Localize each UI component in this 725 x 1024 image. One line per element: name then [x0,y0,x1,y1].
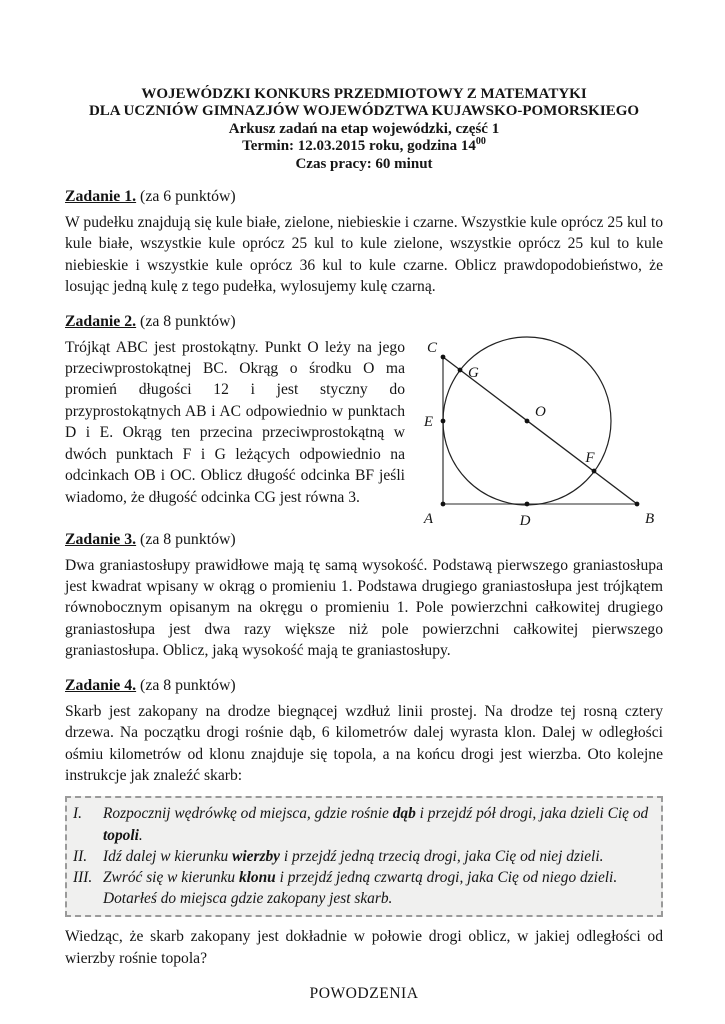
label-E: E [423,413,433,430]
instruction-2-part2: i przejdź jedną trzecią drogi, jaka Cię od niej dzieli. [279,847,604,865]
task1-heading [65,186,663,207]
instruction-2-numeral: II. [73,847,88,865]
header-hour-superscript: 00 [475,136,486,148]
instruction-2-bold1: wierzby [232,847,280,865]
point-D [525,501,530,506]
header-date-text: Termin: 12.03.2015 roku, godzina 14 [242,138,476,155]
instruction-3-part2: i przejdź jedną czwartą drogi, jaka Cię od niego dzieli. [275,868,618,886]
label-B: B [645,510,655,527]
label-G: G [468,364,479,381]
instruction-1-part3: . [138,826,143,844]
label-A: A [423,510,433,527]
task1-body: W pudełku znajdują się kule białe, zielone, niebieskie i czarne. Wszystkie kule oprócz 25 kul to kule białe, wszystkie kule oprócz 25 kul to kule zielone, wszystkie oprócz 25 kul to kule niebieskie i wszystkie kule oprócz 36 kul to kule czarne. Oblicz prawdopodobieństwo, że losując jedną kulę z tego pudełka, wylosujemy kulę czarną. [65,214,663,296]
task3-heading [65,529,663,550]
header-sheet-info: Arkusz zadań na etap wojewódzki, część 1 [228,120,500,137]
point-B [635,501,640,506]
label-D: D [519,512,531,529]
label-F: F [585,449,595,466]
document-header [65,86,663,173]
good-luck-text: POWODZENIA [309,985,419,1003]
task4-points: (za 8 punktów) [136,676,236,694]
task1-title: Zadanie 1. [65,188,137,206]
task2-body-block [65,337,663,529]
point-C [441,354,446,359]
task3-title: Zadanie 3. [65,530,137,548]
instruction-item-1 [73,803,653,845]
instruction-3-part1: Zwróć się w kierunku [103,868,239,886]
header-audience: DLA UCZNIÓW GIMNAZJÓW WOJEWÓDZTWA KUJAWSKO-POMORSKIEGO [88,103,640,120]
point-F [592,468,597,473]
task2-points: (za 8 punktów) [136,312,236,330]
treasure-instructions-box [65,796,663,917]
header-duration: Czas pracy: 60 minut [295,155,433,172]
task1-points: (za 6 punktów) [136,188,236,206]
header-contest-name: WOJEWÓDZKI KONKURS PRZEDMIOTOWY Z MATEMATYKI [141,86,587,102]
label-O: O [535,403,546,420]
point-E [441,418,446,423]
instruction-2-part1: Idź dalej w kierunku [103,847,233,865]
header-date-line [65,138,663,155]
instruction-1-bold1: dąb [392,805,416,823]
instruction-2-text [103,846,653,867]
label-C: C [426,339,437,356]
instruction-1-bold2: topoli [103,826,139,844]
task2-title: Zadanie 2. [65,312,137,330]
circle-triangle-diagram [419,325,663,529]
instruction-1-part1: Rozpocznij wędrówkę od miejsca, gdzie rośnie [103,805,393,823]
instruction-item-2 [73,846,653,867]
instruction-1-numeral: I. [73,805,82,823]
task2-geometry-figure [419,325,663,529]
task4-title: Zadanie 4. [65,676,137,694]
task2-body: Trójkąt ABC jest prostokątny. Punkt O leży na jego przeciwprostokątnej BC. Okrąg o środku O ma promień długości 12 i jest styczny do przyprostokątnych AB i AC odpowiednio w punktach D i E. Okrąg ten przecina przeciwprostokątną w dwóch punktach F i G leżących odpowiednio na odcinkach OB i OC. Oblicz długość odcinka BF jeśli wiadomo, że długość odcinka CG jest równa 3. [65,338,405,506]
instruction-1-part2: i przejdź pół drogi, jaka dzieli Cię od [415,805,649,823]
task4-heading [65,675,663,696]
task3-points: (za 8 punktów) [136,530,236,548]
task4-question: Wiedząc, że skarb zakopany jest dokładnie w połowie drogi oblicz, w jakiej odległości od wierzby rośnie topola? [65,928,663,967]
point-A [441,501,446,506]
instruction-3-numeral: III. [73,868,93,886]
instruction-item-3 [73,867,653,888]
instructions-footer: Dotarłeś do miejsca gdzie zakopany jest skarb. [103,890,393,908]
task4-body: Skarb jest zakopany na drodze biegnącej wzdłuż linii prostej. Na drodze tej rosną cztery drzewa. Na początku drogi rośnie dąb, 6 kilometrów dalej wyrasta klon. Dalej w odległości ośmiu kilometrów od klonu znajduje się topola, a na końcu drogi jest wierzba. Oto kolejne instrukcje jak znaleźć skarb: [65,702,663,784]
instruction-3-text [103,867,653,888]
point-G [458,367,463,372]
instruction-1-text [103,803,653,845]
instruction-3-bold1: klonu [238,868,276,886]
task3-body: Dwa graniastosłupy prawidłowe mają tę samą wysokość. Podstawą pierwszego graniastosłupa jest kwadrat wpisany w okrąg o promieniu 1. Podstawa drugiego graniastosłupa jest trójkątem równobocznym opisanym na okręgu o promieniu 1. Pole powierzchni całkowitej drugiego graniastosłupa jest dwa razy większe niż pole powierzchni całkowitej pierwszego graniastosłupa. Oblicz, jaką wysokość mają te graniastosłupy. [65,556,663,660]
point-O [525,418,530,423]
